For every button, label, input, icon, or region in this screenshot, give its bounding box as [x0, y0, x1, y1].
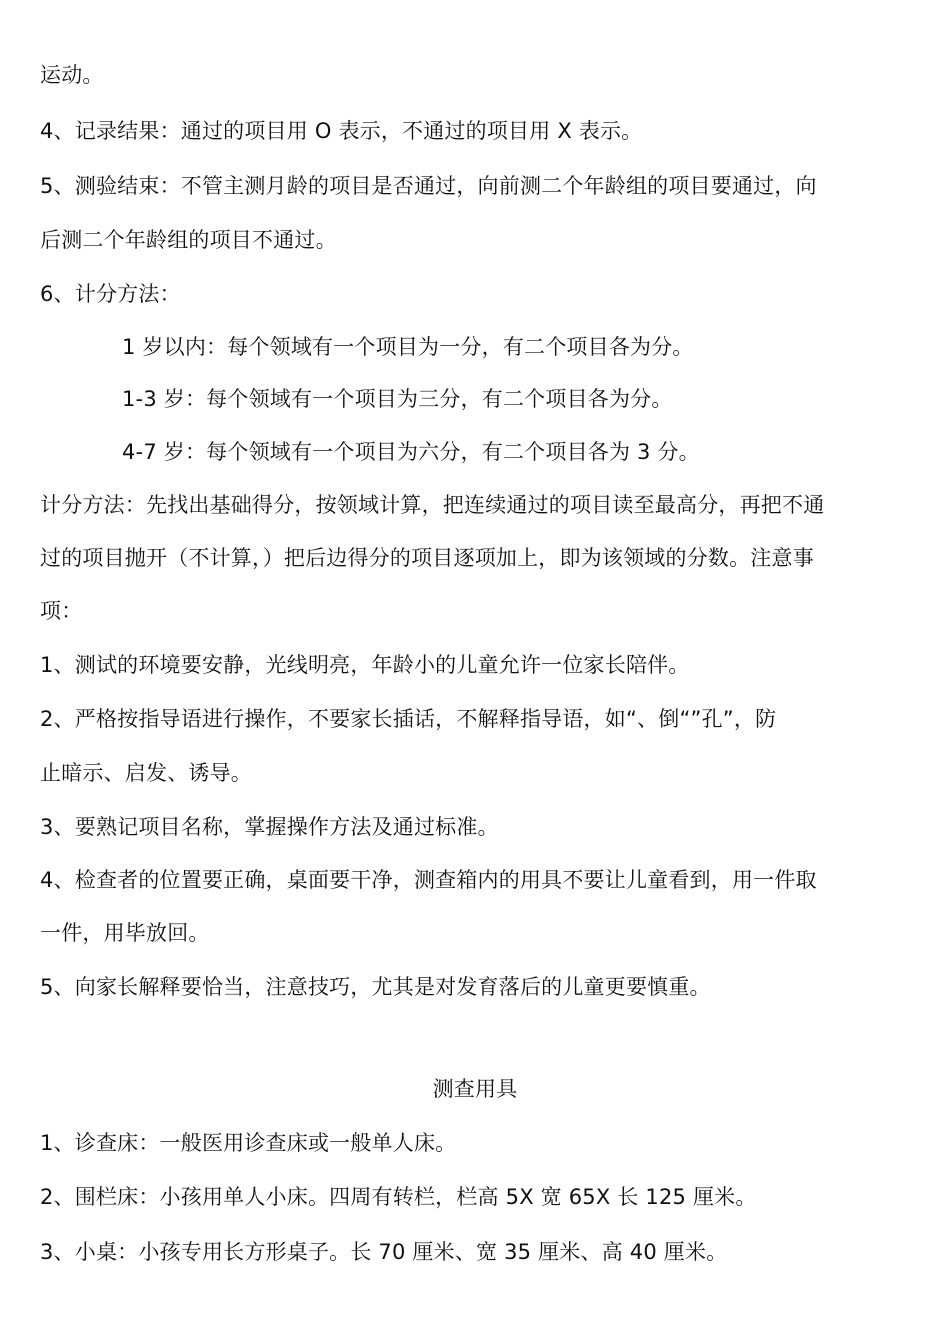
- text-line-2: 4、记录结果：通过的项目用 O 表示，不通过的项目用 X 表示。: [40, 119, 643, 143]
- text-line-12: 1、测试的环境要安静，光线明亮，年龄小的儿童允许一位家长陪伴。: [40, 653, 690, 677]
- section-heading: 测查用具: [432, 1077, 518, 1101]
- text-line-20: 1、诊查床：一般医用诊查床或一般单人床。: [40, 1131, 457, 1155]
- text-line-17: 一件，用毕放回。: [40, 921, 210, 945]
- text-line-4: 后测二个年龄组的项目不通过。: [40, 228, 337, 252]
- text-line-11: 项：: [40, 599, 83, 623]
- text-line-10: 过的项目抛开（不计算，）把后边得分的项目逐项加上，即为该领域的分数。注意事: [40, 546, 814, 570]
- text-line-21: 2、围栏床：小孩用单人小床。四周有转栏，栏高 5X 宽 65X 长 125 厘米。: [40, 1185, 757, 1209]
- text-line-18: 5、向家长解释要恰当，注意技巧，尤其是对发育落后的儿童更要慎重。: [40, 975, 711, 999]
- text-line-14: 止暗示、启发、诱导。: [40, 761, 252, 785]
- text-line-22: 3、小桌：小孩专用长方形桌子。长 70 厘米、宽 35 厘米、高 40 厘米。: [40, 1240, 728, 1264]
- text-line-16: 4、检查者的位置要正确，桌面要干净，测查箱内的用具不要让儿童看到，用一件取: [40, 868, 817, 892]
- text-line-3: 5、测验结束：不管主测月龄的项目是否通过，向前测二个年龄组的项目要通过，向: [40, 174, 817, 198]
- text-line-6: 1 岁以内：每个领域有一个项目为一分，有二个项目各为分。: [122, 335, 694, 359]
- text-line-15: 3、要熟记项目名称，掌握操作方法及通过标准。: [40, 815, 499, 839]
- text-line-1: 运动。: [40, 63, 104, 87]
- text-line-9: 计分方法：先找出基础得分，按领域计算，把连续通过的项目读至最高分，再把不通: [40, 493, 825, 517]
- text-line-5: 6、计分方法：: [40, 282, 181, 306]
- text-line-13: 2、严格按指导语进行操作，不要家长插话，不解释指导语，如“、倒“”孔”，防: [40, 707, 777, 731]
- text-line-8: 4-7 岁：每个领域有一个项目为六分，有二个项目各为 3 分。: [122, 440, 700, 464]
- text-line-7: 1-3 岁：每个领域有一个项目为三分，有二个项目各为分。: [122, 387, 673, 411]
